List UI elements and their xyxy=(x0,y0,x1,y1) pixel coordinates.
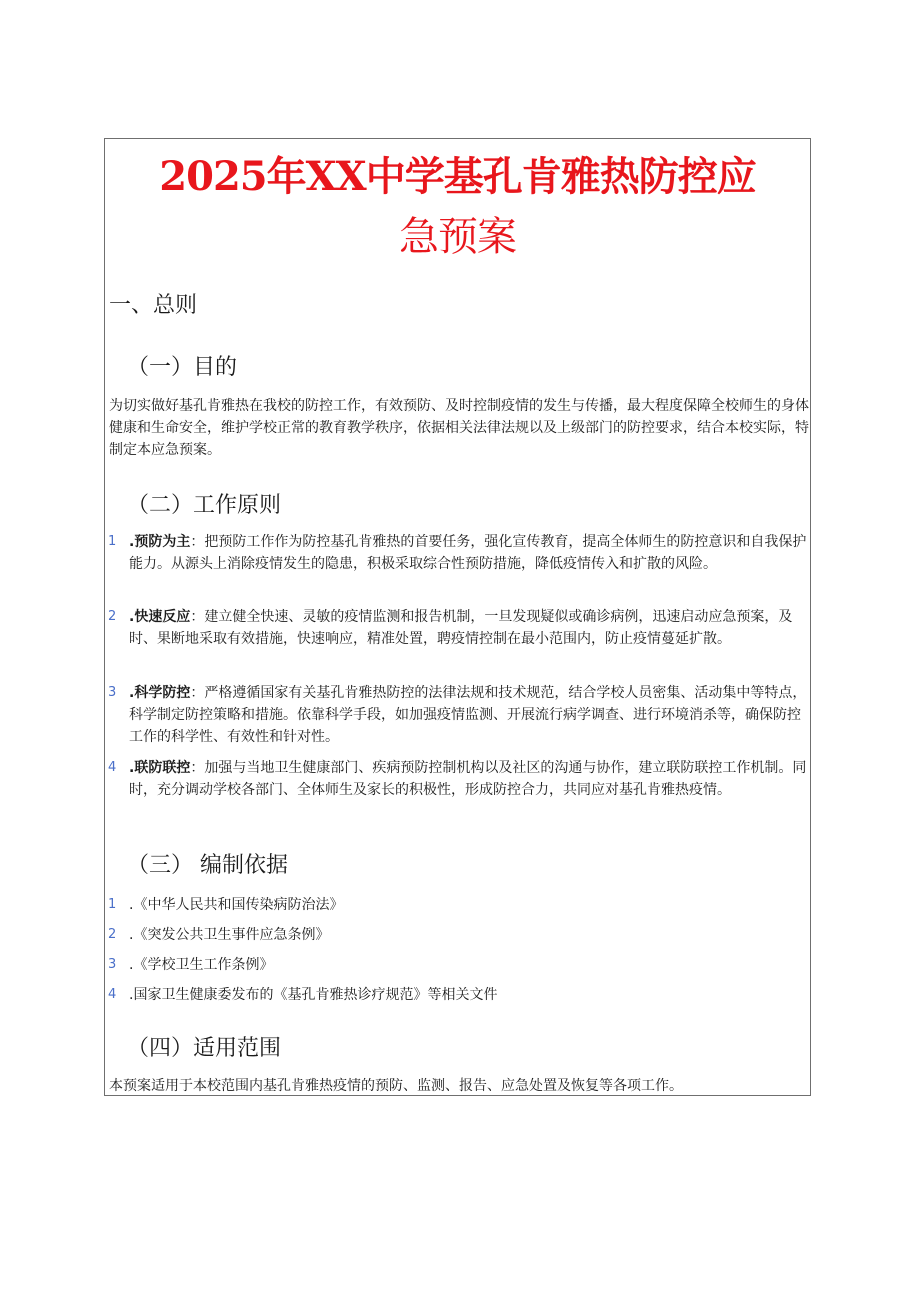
section-heading-general: 一、总则 xyxy=(109,293,198,318)
purpose-paragraph: 为切实做好基孔肯雅热在我校的防控工作，有效预防、及时控制疫情的发生与传播，最大程度保障全校师生的身体健康和生命安全，维护学校正常的教育教学秩序，依据相关法律法规以及上级部门的防控要求，结合本校实际，特制定本应急预案。 xyxy=(109,398,809,458)
principle-body: ：建立健全快速、灵敏的疫情监测和报告机制，一旦发现疑似或确诊病例，迅速启动应急预案，及时、果断地采取有效措施，快速响应，精准处置，聘疫情控制在最小范围内，防止疫情蔓延扩散。 xyxy=(129,609,793,647)
principle-text xyxy=(129,682,809,748)
reference-item xyxy=(105,924,810,946)
reference-item xyxy=(105,984,810,1006)
list-number: 4 xyxy=(108,987,117,1002)
principle-title: .预防为主 xyxy=(129,534,191,550)
list-number: 3 xyxy=(108,957,117,972)
principle-title: .科学防控 xyxy=(129,685,191,701)
list-number: 2 xyxy=(108,927,117,942)
principle-item xyxy=(105,531,810,601)
list-number: 1 xyxy=(108,897,117,912)
list-number: 4 xyxy=(108,760,117,775)
reference-text: .《学校卫生工作条例》 xyxy=(129,957,274,973)
principle-text xyxy=(129,531,809,575)
subheading-principles: （二）工作原则 xyxy=(127,493,282,518)
subheading-basis: （三） 编制依据 xyxy=(127,853,288,878)
principle-item xyxy=(105,682,810,752)
principle-body: ：加强与当地卫生健康部门、疾病预防控制机构以及社区的沟通与协作，建立联防联控工作机制。同时，充分调动学校各部门、全体师生及家长的积极性，形成防控合力，共同应对基孔肯雅热疫情。 xyxy=(129,760,807,798)
principle-title: .联防联控 xyxy=(129,760,191,776)
list-number: 2 xyxy=(108,609,117,624)
reference-text: .《中华人民共和国传染病防治法》 xyxy=(129,897,344,913)
principle-title: .快速反应 xyxy=(129,609,191,625)
subheading-purpose: （一）目的 xyxy=(127,355,238,380)
reference-item xyxy=(105,954,810,976)
document-title-line2: 急预案 xyxy=(399,214,516,260)
principle-item xyxy=(105,757,810,827)
subheading-scope: （四）适用范围 xyxy=(127,1036,282,1061)
principle-body: ：严格遵循国家有关基孔肯雅热防控的法律法规和技术规范，结合学校人员密集、活动集中等特点，科学制定防控策略和措施。依靠科学手段，如加强疫情监测、开展流行病学调查、进行环境消杀等，确保防控工作的科学性、有效性和针对性。 xyxy=(129,685,807,745)
principle-body: ：把预防工作作为防控基孔肯雅热的首要任务，强化宣传教育，提高全体师生的防控意识和自我保护能力。从源头上消除疫情发生的隐患，积极采取综合性预防措施，降低疫情传入和扩散的风险。 xyxy=(129,534,807,572)
reference-text: .国家卫生健康委发布的《基孔肯雅热诊疗规范》等相关文件 xyxy=(129,987,498,1003)
reference-item xyxy=(105,894,810,916)
list-number: 3 xyxy=(108,685,117,700)
document-title-line1: 2025年XX中学基孔肯雅热防控应 xyxy=(159,153,756,200)
scope-paragraph: 本预案适用于本校范围内基孔肯雅热疫情的预防、监测、报告、应急处置及恢复等各项工作。 xyxy=(109,1078,683,1094)
list-number: 1 xyxy=(108,534,117,549)
principle-text xyxy=(129,606,809,650)
document-frame xyxy=(104,138,811,1096)
principle-item xyxy=(105,606,810,676)
principle-text xyxy=(129,757,809,801)
reference-text: .《突发公共卫生事件应急条例》 xyxy=(129,927,330,943)
